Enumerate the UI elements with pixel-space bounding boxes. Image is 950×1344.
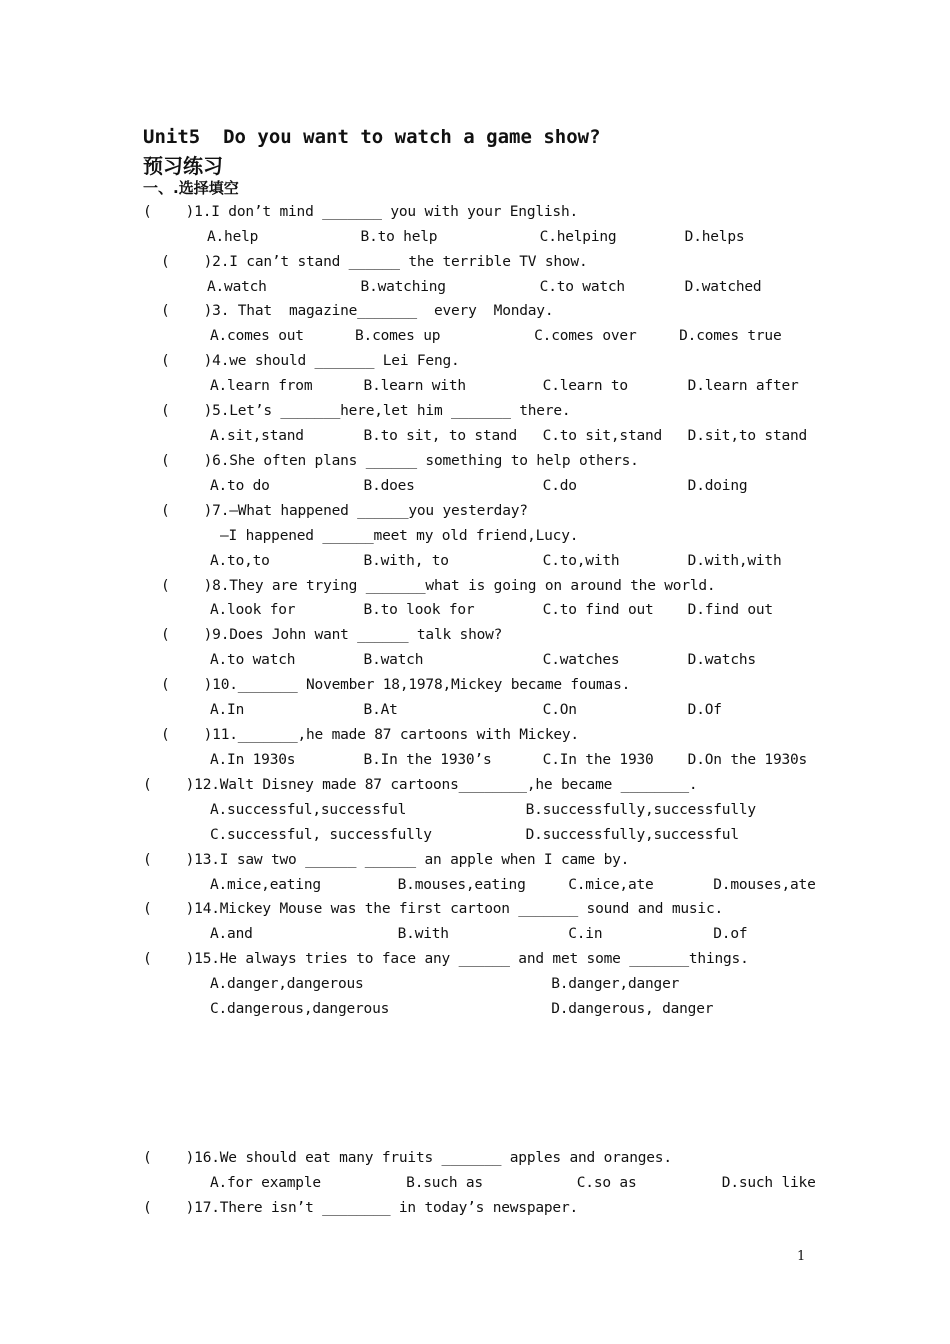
option-line: A.look for B.to look for C.to find out D.find out [210, 602, 773, 618]
option-line: A.mice,eating B.mouses,eating C.mice,ate D.mouses,ate [210, 877, 816, 893]
option-line: A.to do B.does C.do D.doing [210, 478, 748, 494]
option-line: A.In B.At C.On D.Of [210, 702, 722, 718]
page-title: Unit5 Do you want to watch a game show? [143, 126, 601, 148]
question-line: ( )16.We should eat many fruits _______ apples and oranges. [143, 1150, 672, 1166]
section-heading: 一、.选择填空 [143, 179, 239, 197]
option-line: A.comes out B.comes up C.comes over D.comes true [210, 328, 782, 344]
question-line: ( )1.I don’t mind _______ you with your English. [143, 204, 579, 220]
option-line: —I happened ______meet my old friend,Lucy. [220, 528, 579, 544]
question-line: ( )12.Walt Disney made 87 cartoons________,he became ________. [143, 777, 698, 793]
option-line: A.danger,dangerous B.danger,danger [210, 976, 680, 992]
option-line: C.successful, successfully D.successfully,successful [210, 827, 739, 843]
option-line: A.for example B.such as C.so as D.such like [210, 1175, 816, 1191]
option-line: C.dangerous,dangerous D.dangerous, danger [210, 1001, 714, 1017]
question-line: ( )11._______,he made 87 cartoons with Mickey. [161, 727, 579, 743]
page-subtitle: 预习练习 [143, 154, 223, 178]
option-line: A.learn from B.learn with C.learn to D.learn after [210, 378, 799, 394]
option-line: A.In 1930s B.In the 1930’s C.In the 1930 D.On the 1930s [210, 752, 808, 768]
question-line: ( )8.They are trying _______what is going on around the world. [161, 578, 716, 594]
option-line: A.to,to B.with, to C.to,with D.with,with [210, 553, 782, 569]
option-line: A.successful,successful B.successfully,successfully [210, 802, 756, 818]
page-number: 1 [797, 1249, 806, 1264]
option-line: A.to watch B.watch C.watches D.watchs [210, 652, 756, 668]
option-line: A.watch B.watching C.to watch D.watched [207, 279, 762, 295]
option-line: A.sit,stand B.to sit, to stand C.to sit,stand D.sit,to stand [210, 428, 808, 444]
question-line: ( )2.I can’t stand ______ the terrible TV show. [161, 254, 588, 270]
question-line: ( )14.Mickey Mouse was the first cartoon _______ sound and music. [143, 901, 724, 917]
question-line: ( )6.She often plans ______ something to help others. [161, 453, 639, 469]
question-line: ( )10._______ November 18,1978,Mickey became foumas. [161, 677, 631, 693]
question-line: ( )15.He always tries to face any ______ and met some _______things. [143, 951, 749, 967]
question-line: ( )9.Does John want ______ talk show? [161, 627, 503, 643]
question-line: ( )3. That magazine_______ every Monday. [161, 303, 554, 319]
question-line: ( )13.I saw two ______ ______ an apple when I came by. [143, 852, 630, 868]
option-line: A.help B.to help C.helping D.helps [207, 229, 745, 245]
question-line: ( )4.we should _______ Lei Feng. [161, 353, 460, 369]
question-line: ( )5.Let’s _______here,let him _______ there. [161, 403, 571, 419]
option-line: A.and B.with C.in D.of [210, 926, 748, 942]
question-line: ( )7.—What happened ______you yesterday? [161, 503, 528, 519]
question-line: ( )17.There isn’t ________ in today’s newspaper. [143, 1200, 579, 1216]
